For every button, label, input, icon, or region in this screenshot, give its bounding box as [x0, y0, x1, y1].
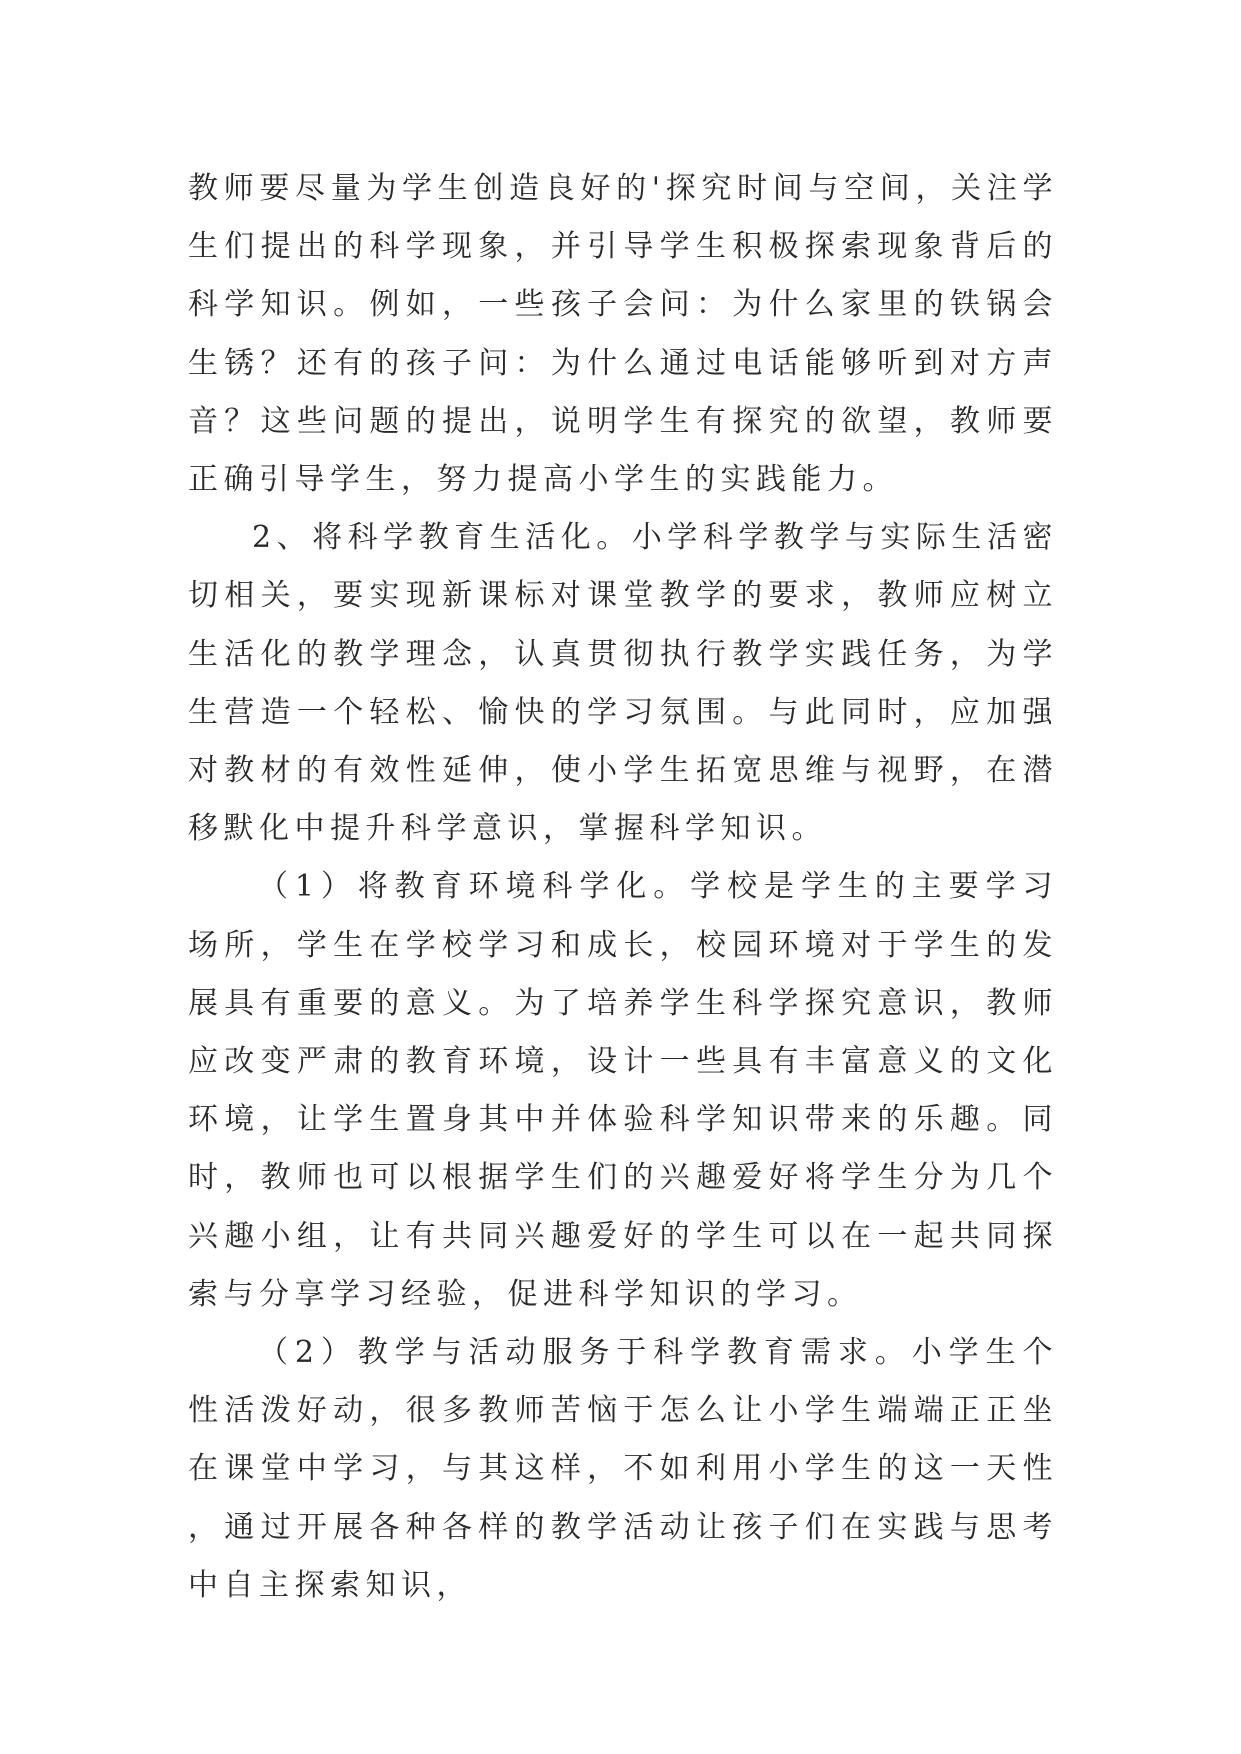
paragraph-inquiry-guidance: 教师要尽量为学生创造良好的'探究时间与空间，关注学生们提出的科学现象，并引导学生积极探索现象背后的科学知识。例如，一些孩子会问：为什么家里的铁锅会生锈？还有的孩子问：为什么通过电话能够听到对方声音？这些问题的提出，说明学生有探究的欲望，教师要正确引导学生，努力提高小学生的实践能力。 — [188, 171, 1058, 498]
paragraph-environment: （1）将教育环境科学化。学校是学生的主要学习场所，学生在学校学习和成长，校园环境对于学生的发展具有重要的意义。为了培养学生科学探究意识，教师应改变严肃的教育环境，设计一些具有丰富意义的文化环境，让学生置身其中并体验科学知识带来的乐趣。同时，教师也可以根据学生们的兴趣爱好将学生分为几个兴趣小组，让有共同兴趣爱好的学生可以在一起共同探索与分享学习经验，促进科学知识的学习。 — [188, 869, 1058, 1312]
paragraph-science-life: 2、将科学教育生活化。小学科学教学与实际生活密切相关，要实现新课标对课堂教学的要求，教师应树立生活化的教学理念，认真贯彻执行教学实践任务，为学生营造一个轻松、愉快的学习氛围。与此同时，应加强对教材的有效性延伸，使小学生拓宽思维与视野，在潜移默化中提升科学意识，掌握科学知识。 — [188, 520, 1058, 847]
paragraph-activities: （2）教学与活动服务于科学教育需求。小学生个性活泼好动，很多教师苦恼于怎么让小学生端端正正坐在课堂中学习，与其这样，不如利用小学生的这一天性，通过开展各种各样的教学活动让孩子们在实践与思考中自主探索知识， — [188, 1335, 1058, 1603]
document-body — [188, 160, 1058, 1615]
